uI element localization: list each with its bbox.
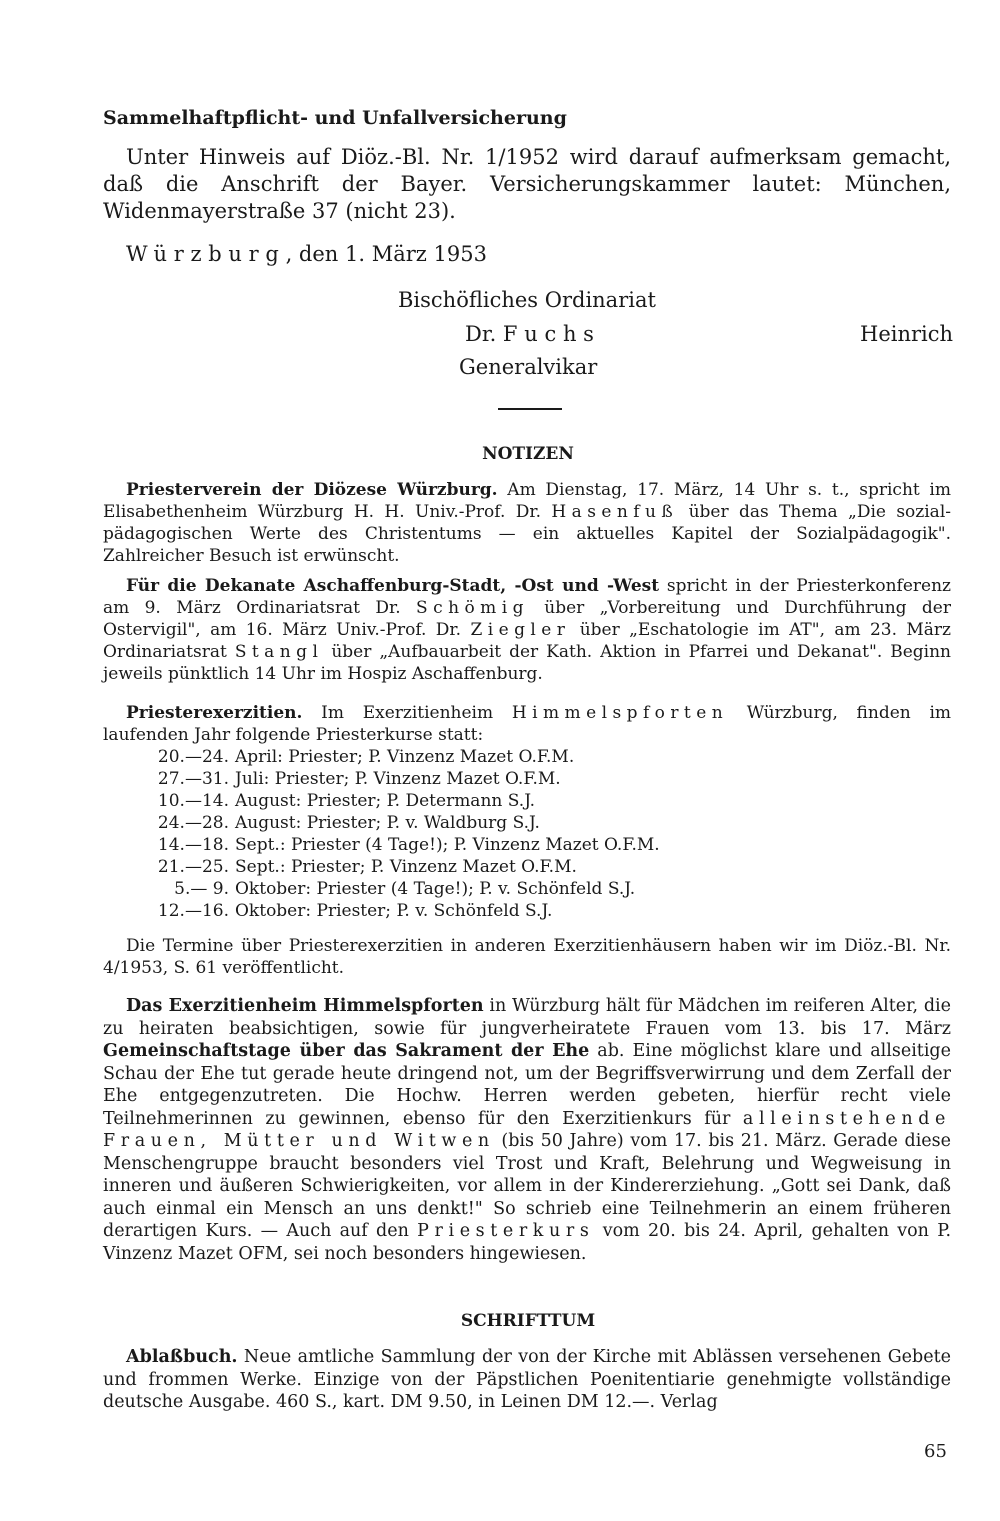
signature-firstname: Heinrich <box>860 322 954 346</box>
signature-name-spaced: Fuchs <box>502 322 601 346</box>
place-name: Himmelspforten <box>511 703 729 723</box>
course-date: 24.—28. <box>157 813 229 833</box>
spaced-text: alleinstehende Frauen, Mütter und Witwen <box>103 1108 951 1151</box>
course-item <box>143 768 793 790</box>
body-text: spricht in der Priesterkonferenz am 9. März Ordinariatsrat Dr. <box>103 576 951 618</box>
lead-text: Das Exerzitienheim Himmelspforten <box>126 996 484 1016</box>
section-heading: Sammelhaftpflicht- und Unfallversicherung <box>103 107 567 129</box>
signature-name <box>465 321 601 348</box>
notice-priesterverein <box>103 479 951 567</box>
body-text: Am Dienstag, 17. März, 14 Uhr s. t., spricht im Elisabethenheim Würzburg H. H. Univ.-Prof. Dr. <box>103 480 951 522</box>
course-date: 20.—24. <box>157 747 229 767</box>
course-date: 12.—16. <box>157 901 229 921</box>
course-item <box>143 900 793 922</box>
dateline <box>126 241 487 268</box>
notice-himmelspforten <box>103 995 951 1265</box>
course-item <box>143 790 793 812</box>
notice-priesterexerzitien <box>103 702 951 746</box>
course-text: Oktober: Priester; P. v. Schönfeld S.J. <box>235 901 553 921</box>
divider-rule <box>498 408 562 410</box>
body-text: über das Thema „Die sozial-pädagogischen Werte des Christentums — ein aktuelles Kapitel der Sozialpädagogik". Zahlreicher Besuch ist erwünscht. <box>103 502 951 566</box>
schrifttum-heading: SCHRIFTTUM <box>460 1311 596 1331</box>
signature-name-prefix: Dr. <box>465 322 503 346</box>
body-text: Neue amtliche Sammlung der von der Kirche mit Ablässen versehenen Gebete und frommen Werke. Einzige von der Päpstlichen Poenitentiarie genehmigte vollständige deutsche Ausgabe. 460 S., kart. DM 9.50, in Leinen DM 12.—. Verlag <box>103 1347 951 1412</box>
speaker-name: Stangl <box>234 642 324 662</box>
course-date: 14.—18. <box>157 835 229 855</box>
course-date: 10.—14. <box>157 791 229 811</box>
body-text: über „Eschatologie im AT", am 23. März Ordinariatsrat <box>103 620 951 662</box>
body-text: über „Vorbereitung und Durchführung der Ostervigil", am 16. März Univ.-Prof. Dr. <box>103 598 951 640</box>
body-text: Im Exerzitienheim <box>302 703 512 723</box>
body-text: ab. Eine möglichst klare und allseitige Schau der Ehe tut gerade heute dringend not, um der Begriffsverwirrung und dem Zerfall der Ehe entgegenzutreten. Die Hochw. Herren werden gebeten, hierfür recht viele Teilnehmerinnen zu gewinnen, ebenso für den Exerzitienkurs für <box>103 1041 951 1129</box>
page-number: 65 <box>924 1441 947 1462</box>
signature-role: Generalvikar <box>459 355 598 379</box>
course-text: April: Priester; P. Vinzenz Mazet O.F.M. <box>235 747 575 767</box>
course-date: 21.—25. <box>157 857 229 877</box>
course-item <box>143 878 793 900</box>
lead-text: Priesterexerzitien. <box>126 703 303 723</box>
course-text: Sept.: Priester; P. Vinzenz Mazet O.F.M. <box>235 857 577 877</box>
dateline-place: Würzburg <box>126 242 286 266</box>
notizen-heading: NOTIZEN <box>482 444 574 464</box>
speaker-name: Hasenfuß <box>551 502 679 522</box>
body-text: vom 20. bis 24. April, gehalten von P. Vinzenz Mazet OFM, sei noch besonders hingewiesen. <box>103 1221 952 1264</box>
notice-dekanate <box>103 575 951 685</box>
lead-text: Für die Dekanate Aschaffenburg-Stadt, -Ost und -West <box>126 576 660 596</box>
lead-text: Ablaßbuch. <box>126 1347 238 1367</box>
dateline-date: , den 1. März 1953 <box>285 242 487 266</box>
spaced-text: Priesterkurs <box>417 1221 595 1241</box>
course-date: 5.— 9. <box>174 879 229 899</box>
notice-termine: Die Termine über Priesterexerzitien in anderen Exerzitienhäusern haben wir im Diöz.-Bl. Nr. 4/1953, S. 61 veröffentlicht. <box>103 936 951 978</box>
body-text: in Würzburg hält für Mädchen im reiferen Alter, die zu heiraten beabsichtigen, sowie für jungverheiratete Frauen vom 13. bis 17. März <box>103 996 951 1039</box>
speaker-name: Schömig <box>416 598 529 618</box>
bold-text: Gemeinschaftstage über das Sakrament der Ehe <box>103 1041 590 1061</box>
course-text: August: Priester; P. Determann S.J. <box>235 791 536 811</box>
course-text: Sept.: Priester (4 Tage!); P. Vinzenz Mazet O.F.M. <box>235 835 660 855</box>
notice-ablassbuch <box>103 1346 951 1414</box>
course-item <box>143 746 793 768</box>
speaker-name: Ziegler <box>470 620 571 640</box>
course-text: Juli: Priester; P. Vinzenz Mazet O.F.M. <box>235 769 561 789</box>
body-text: Würzburg, finden im laufenden Jahr folgende Priesterkurse statt: <box>103 703 951 745</box>
body-text: über „Aufbauarbeit der Kath. Aktion in Pfarrei und Dekanat". Beginn jeweils pünktlich 14 Uhr im Hospiz Aschaffenburg. <box>103 642 951 684</box>
body-text: (bis 50 Jahre) vom 17. bis 21. März. Gerade diese Menschengruppe braucht besonders viel Trost und Kraft, Belehrung und Wegweisung in inneren und äußeren Schwierigkeiten, vor allem in der Kindererziehung. „Gott sei Dank, daß auch einmal ein Mensch an uns denkt!" So schrieb eine Teilnehmerin an einem früheren derartigen Kurs. — Auch auf den <box>103 1131 951 1241</box>
lead-text: Priesterverein der Diözese Würzburg. <box>126 480 498 500</box>
course-item <box>143 812 793 834</box>
course-item <box>143 856 793 878</box>
course-list <box>143 746 793 922</box>
signature-office: Bischöfliches Ordinariat <box>398 288 656 312</box>
course-date: 27.—31. <box>157 769 229 789</box>
course-text: August: Priester; P. v. Waldburg S.J. <box>235 813 540 833</box>
notice-paragraph: Unter Hinweis auf Diöz.-Bl. Nr. 1/1952 wird darauf aufmerksam gemacht, daß die Anschrift der Bayer. Versicherungskammer lautet: München, Widenmayerstraße 37 (nicht 23). <box>103 145 951 223</box>
course-item <box>143 834 793 856</box>
course-text: Oktober: Priester (4 Tage!); P. v. Schönfeld S.J. <box>235 879 636 899</box>
